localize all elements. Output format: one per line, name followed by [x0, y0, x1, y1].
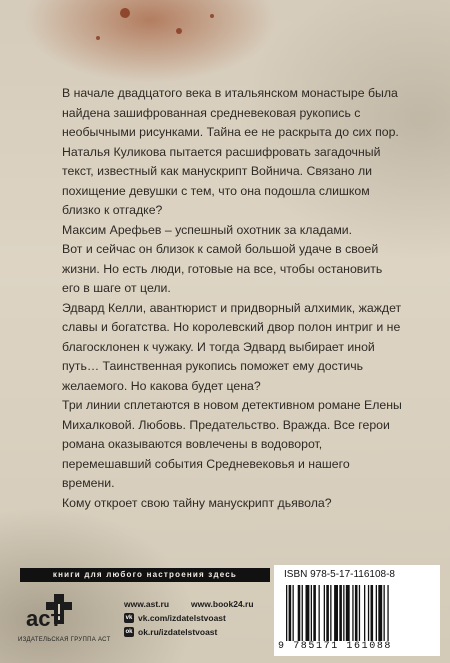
book-description: [62, 84, 402, 513]
description-paragraph: Эдвард Келли, авантюрист и придворный алхимик, жаждет славы и богатства. Но королевский двор полон интриг и не благосклонен к чужаку. И тогда Эдвард выбирает иной путь… Таинственная рукопись поможет ему достичь желаемого. Но какова будет цена?: [62, 300, 402, 393]
publisher-logo-text: аст: [26, 606, 62, 631]
blood-splatter: [120, 8, 130, 18]
barcode-digits: 9 785171 161088: [278, 641, 393, 652]
isbn-label: ISBN 978-5-17-116108-8: [284, 569, 395, 580]
publisher-group-name: ИЗДАТЕЛЬСКАЯ ГРУППА АСТ: [18, 637, 111, 643]
blood-splatter: [210, 14, 214, 18]
blood-splatter: [176, 28, 182, 34]
website-link-ast[interactable]: www.ast.ru: [124, 599, 170, 609]
description-paragraph: Максим Арефьев – успешный охотник за кладами.: [62, 222, 353, 237]
publisher-links: [124, 597, 254, 639]
barcode-icon: [286, 585, 430, 641]
barcode-area: [274, 565, 440, 656]
description-paragraph: Наталья Куликова пытается расшифровать загадочный текст, известный как манускрипт Войнича. Связано ли похищение девушки с тем, что она подошла слишком близко к отгадке?: [62, 144, 381, 217]
tagline-banner: книги для любого настроения здесь: [20, 568, 270, 582]
ok-row: [124, 625, 254, 639]
ok-icon: ok: [125, 629, 133, 635]
vk-icon: vk: [125, 615, 133, 621]
vk-row: [124, 611, 254, 625]
description-paragraph: Три линии сплетаются в новом детективном романе Елены Михалковой. Любовь. Предательство. Вражда. Все герои романа оказываются вовлечены в водоворот, перемешавший события Средневековья и нашего времени.: [62, 398, 402, 490]
ok-link[interactable]: ok.ru/izdatelstvoast: [138, 627, 218, 637]
vk-link[interactable]: vk.com/izdatelstvoast: [138, 613, 226, 623]
ast-logo-icon: [20, 590, 115, 636]
blood-splatter: [96, 36, 100, 40]
description-paragraph: Кому откроет свою тайну манускрипт дьявола?: [62, 495, 332, 510]
description-paragraph: Вот и сейчас он близок к самой большой удаче в своей жизни. Но есть люди, готовые на все, чтобы остановить его в шаге от цели.: [62, 242, 383, 295]
description-paragraph: В начале двадцатого века в итальянском монастыре была найдена зашифрованная средневековая рукопись с необычными рисунками. Тайна ее не раскрыта до сих пор.: [62, 86, 399, 139]
website-row: [124, 597, 254, 611]
website-link-book24[interactable]: www.book24.ru: [191, 599, 254, 609]
